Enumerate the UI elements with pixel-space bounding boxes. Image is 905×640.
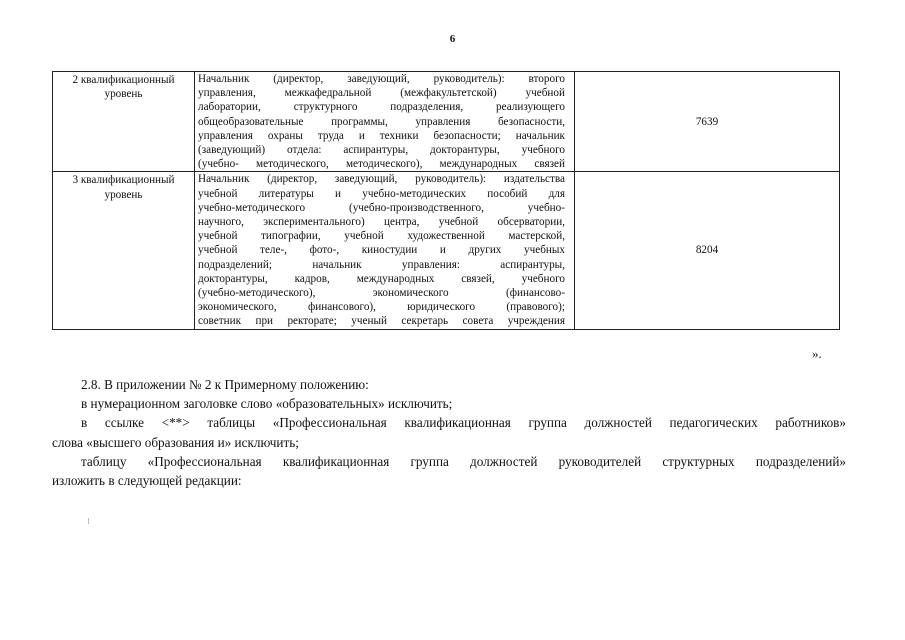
position-line: (заведующий) отдела: аспирантуры, докторантуры, учебного	[198, 144, 565, 157]
paragraph-numbering-heading: в нумерационном заголовке слово «образовательных» исключить;	[81, 396, 453, 412]
qualification-level-cell: 3 квалификационный уровень	[53, 172, 195, 329]
position-line: управления охраны труда и техники безопасности; начальник	[198, 129, 565, 142]
position-line: Начальник (директор, заведующий, руководитель): второго	[198, 73, 565, 85]
scan-speck	[88, 518, 89, 524]
paragraph-table-line-1: таблицу «Профессиональная квалификационная группа должностей руководителей структурных подразделений»	[81, 453, 846, 469]
table-row	[53, 72, 840, 172]
qualification-level-cell: 2 квалификационный уровень	[53, 72, 195, 172]
position-line: учебной литературы и учебно-методических пособий для	[198, 187, 565, 200]
position-line: докторантуры, кадров, международных связей, учебного	[198, 272, 565, 285]
position-line: учебной теле-, фото-, киностудии и других учебных	[198, 244, 565, 257]
position-line: Начальник (директор, заведующий, руководитель): издательства	[198, 173, 565, 186]
position-line: (учебно-методического), экономического (финансово-	[198, 287, 565, 300]
paragraph-footnote-line-2: слова «высшего образования и» исключить;	[52, 434, 299, 450]
qualification-table-body	[53, 72, 840, 330]
position-line: учебной типографии, учебной художественной мастерской,	[198, 230, 565, 243]
salary-cell: 8204	[575, 172, 840, 329]
position-line: общеобразовательные программы, управления безопасности,	[198, 115, 565, 128]
item-heading: 2.8. В приложении № 2 к Примерному положению:	[81, 377, 369, 392]
closing-quote: ».	[812, 346, 822, 361]
position-line: экономического, финансового), юридического (правового);	[198, 301, 565, 314]
positions-cell	[195, 172, 575, 329]
position-line: подразделений; начальник управления: аспирантуры,	[198, 258, 565, 271]
position-line: учебно-методического (учебно-производственного, учебно-	[198, 201, 565, 214]
paragraph-table-line-2: изложить в следующей редакции:	[52, 473, 242, 489]
positions-cell	[195, 72, 575, 172]
position-line: советник при ректорате; ученый секретарь совета учреждения	[198, 315, 565, 328]
qualification-table	[52, 71, 840, 330]
salary-cell: 7639	[575, 72, 840, 172]
paragraph-footnote-line-1: в ссылке <**> таблицы «Профессиональная квалификационная группа должностей педагогических работников»	[81, 415, 846, 431]
position-line: (учебно- методического, методического), международных связей	[198, 158, 565, 171]
position-line: научного, экспериментального) центра, учебной обсерватории,	[198, 216, 565, 229]
position-line: лаборатории, структурного подразделения, реализующего	[198, 101, 565, 114]
amendment-text	[52, 375, 846, 490]
table-row	[53, 172, 840, 329]
position-line: управления, межкафедральной (межфакультетской) учебной	[198, 87, 565, 100]
page-number: 6	[449, 33, 456, 45]
